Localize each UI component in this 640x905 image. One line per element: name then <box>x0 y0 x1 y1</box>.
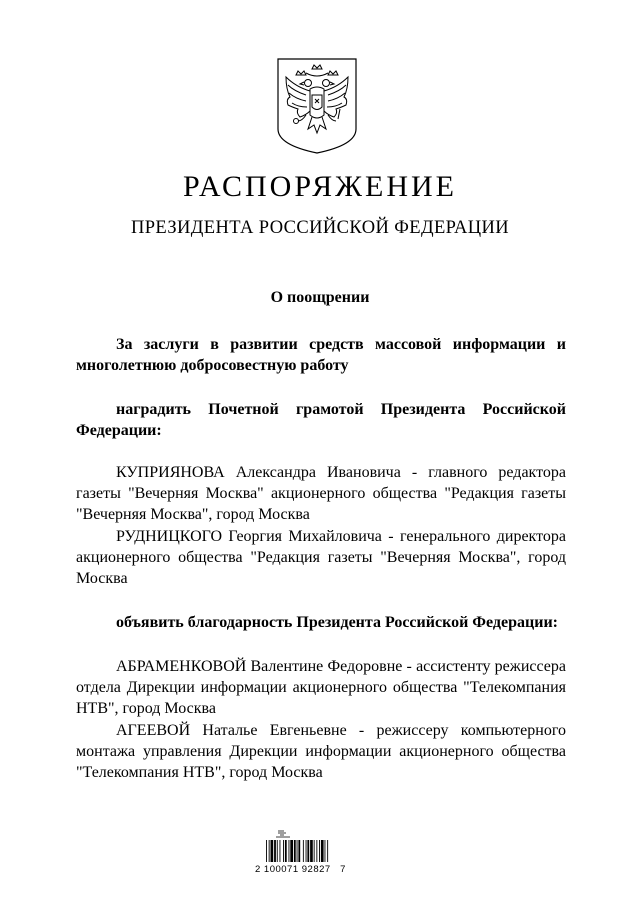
barcode-bar <box>310 840 313 862</box>
document-subtitle: ПРЕЗИДЕНТА РОССИЙСКОЙ ФЕДЕРАЦИИ <box>130 218 510 238</box>
award-2-paragraph: объявить благодарность Президента Российской Федерации: <box>116 614 558 631</box>
coat-of-arms-emblem <box>276 57 358 155</box>
barcode-bar <box>316 840 317 862</box>
recipient-paragraph: АБРАМЕНКОВОЙ Валентине Федоровне - ассистенту режиссера отдела Дирекции информации акционерного общества "Телекомпания НТВ", город Москва <box>76 658 566 717</box>
recipient-paragraph: КУПРИЯНОВА Александра Ивановича - главного редактора газеты "Вечерняя Москва" акционерного общества "Редакция газеты "Вечерняя Москва", город Москва <box>76 464 566 523</box>
barcode-bar <box>297 840 298 862</box>
barcode-bar <box>298 840 300 862</box>
award-1-paragraph: наградить Почетной грамотой Президента Российской Федерации: <box>76 401 566 439</box>
barcode-bar <box>285 840 287 862</box>
barcode-bar <box>289 840 290 862</box>
recipient-paragraph: АГЕЕВОЙ Наталье Евгеньевне - режиссеру компьютерного монтажа управления Дирекции информации акционерного общества "Телекомпания НТВ", город Москва <box>76 722 566 781</box>
document-heading: О поощрении <box>270 289 370 306</box>
document-title: РАСПОРЯЖЕНИЕ <box>182 170 458 203</box>
barcode-bar <box>325 840 326 862</box>
barcode-bar <box>274 840 276 862</box>
barcode-bar <box>314 840 315 862</box>
barcode-bar <box>266 840 267 862</box>
preamble-paragraph: За заслуги в развитии средств массовой информации и многолетнюю добросовестную работу <box>76 336 566 374</box>
barcode-bar <box>283 840 284 862</box>
barcode-bar <box>303 840 304 862</box>
barcode-bar <box>280 840 281 862</box>
barcode-bar <box>269 840 270 862</box>
barcode-number: 2 100071 92827 7 <box>255 864 346 875</box>
barcode-bar <box>307 840 309 862</box>
barcode-bar <box>277 840 278 862</box>
barcode-bar <box>294 840 296 862</box>
barcode-bar <box>321 840 324 862</box>
barcode-bar <box>290 840 293 862</box>
barcode-mini-logo <box>276 831 290 837</box>
barcode-bar <box>306 840 307 862</box>
barcode-bar <box>319 840 320 862</box>
recipient-paragraph: РУДНИЦКОГО Георгия Михайловича - генерального директора акционерного общества "Редакция газеты "Вечерняя Москва", город Москва <box>76 528 566 587</box>
barcode-bar <box>327 840 328 862</box>
barcode-bar <box>271 840 274 862</box>
